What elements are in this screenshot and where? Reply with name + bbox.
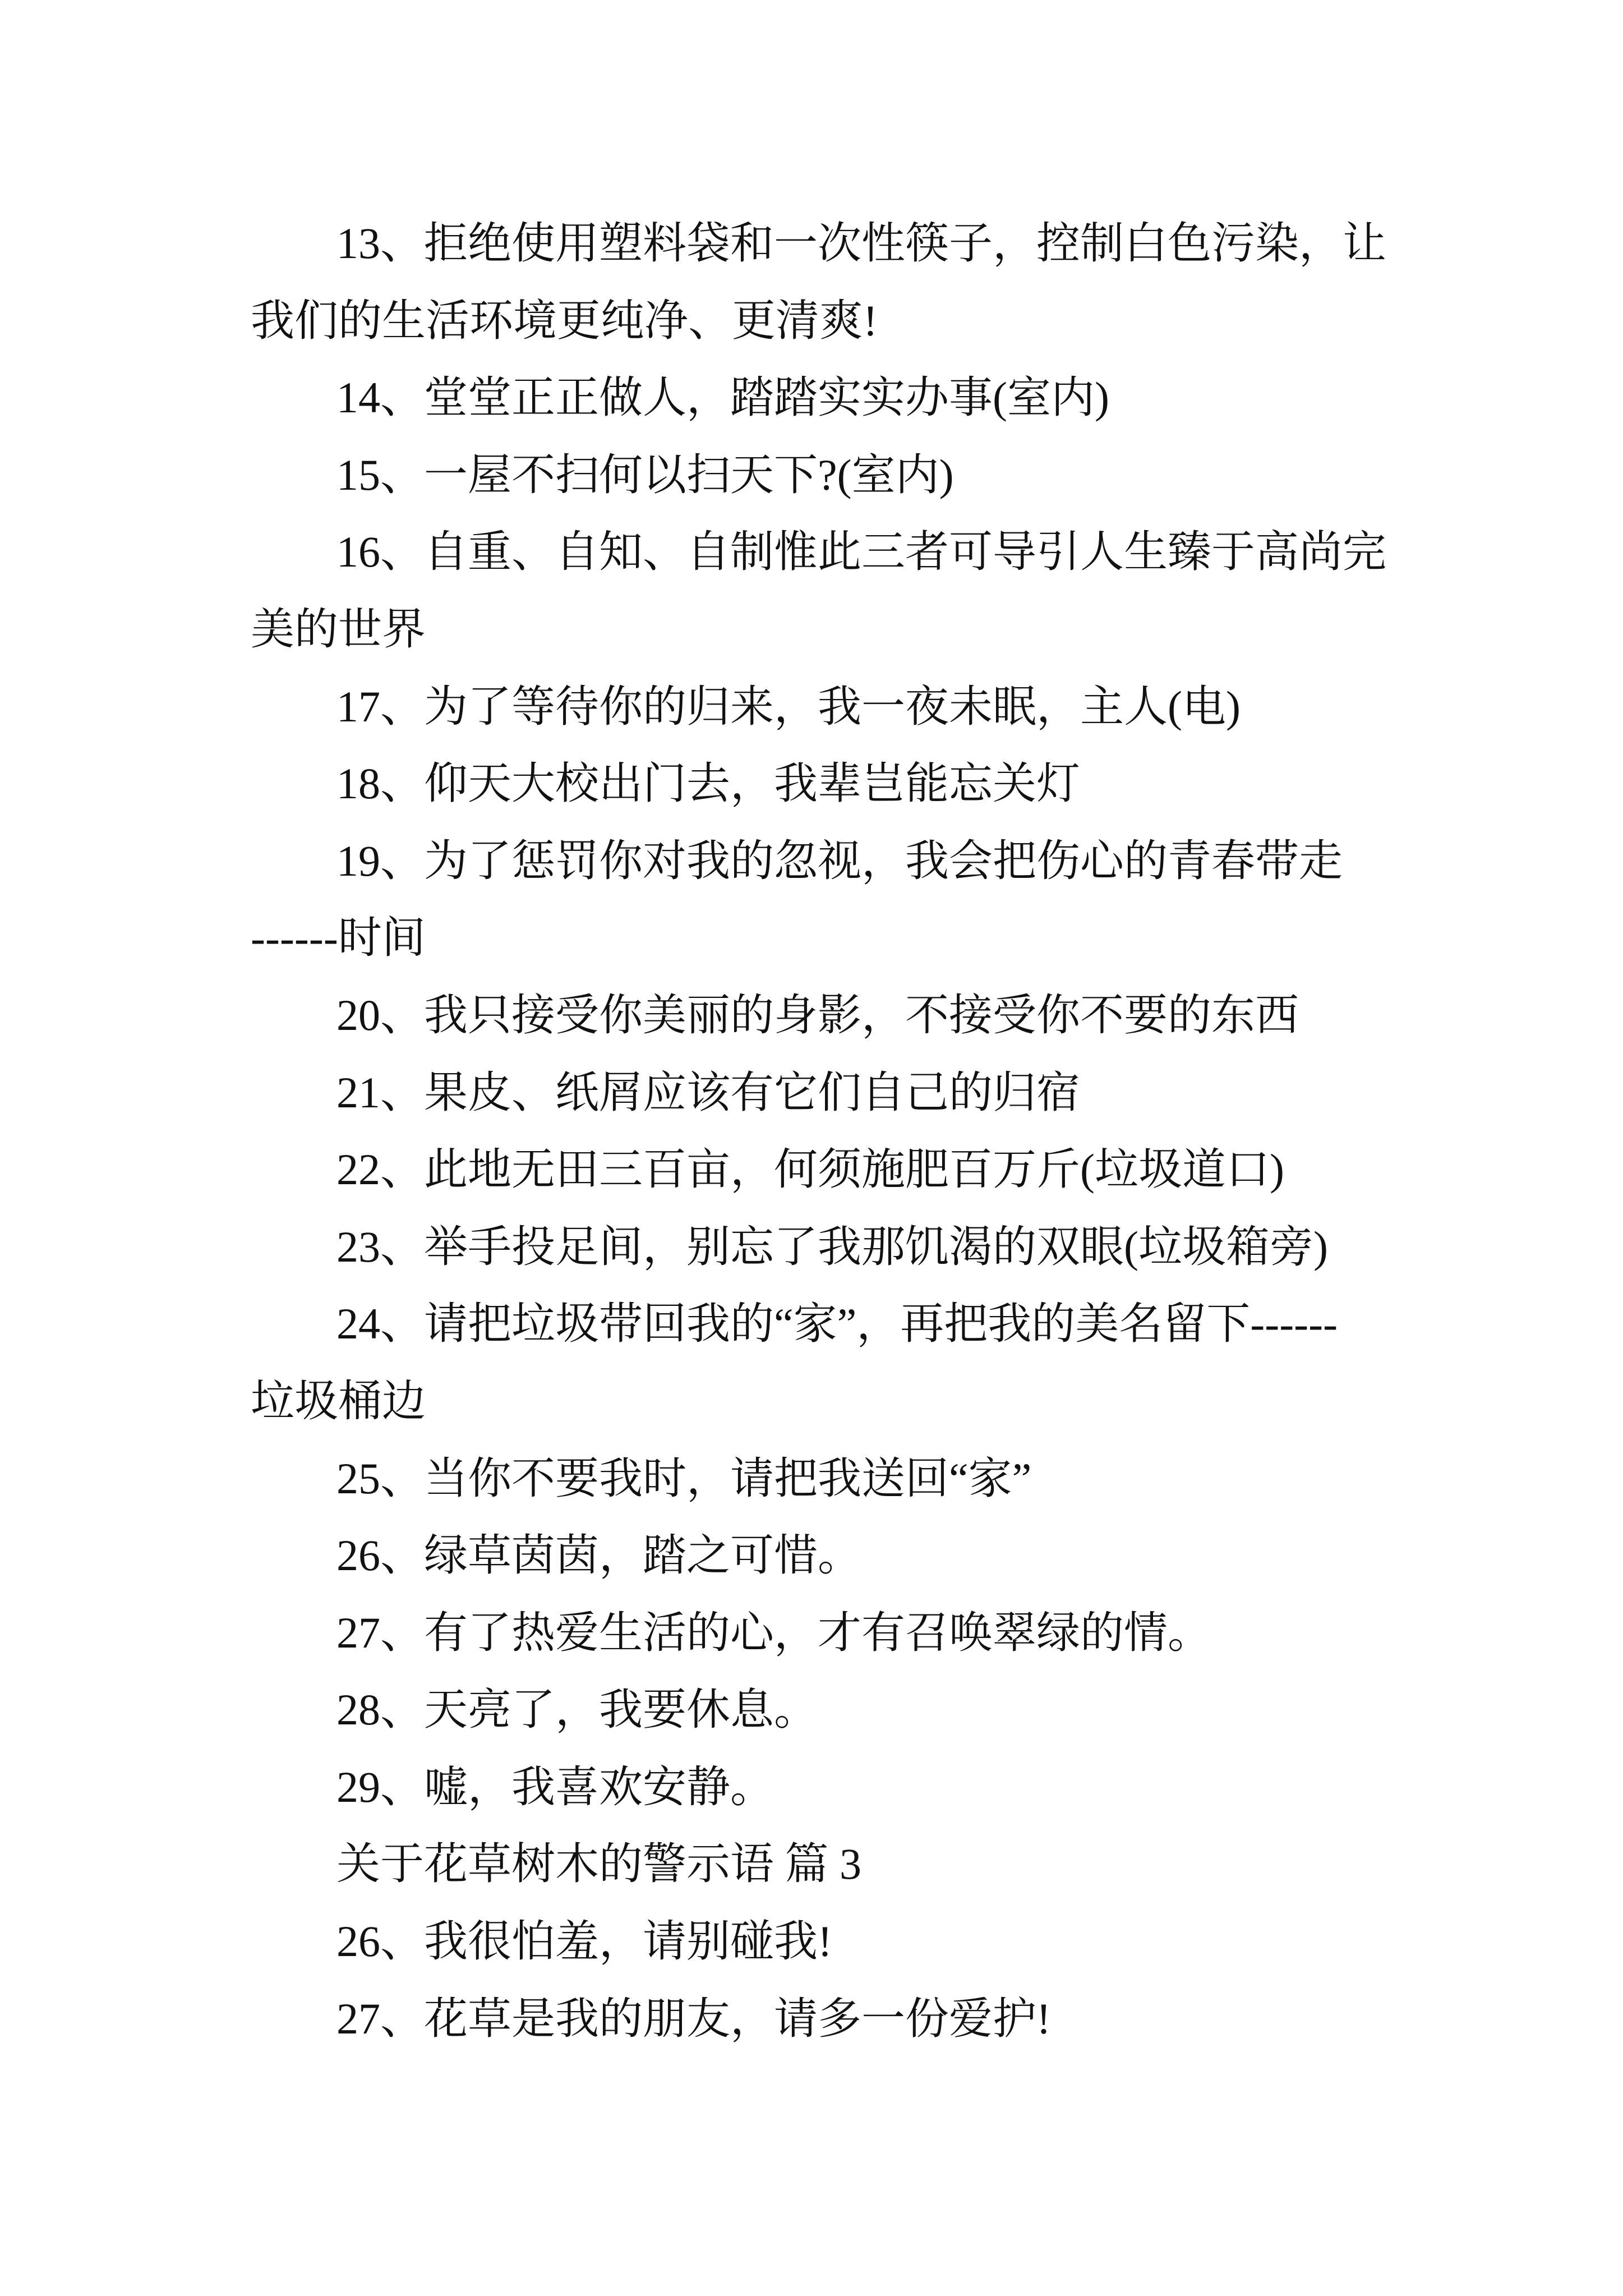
- paragraph-line: ------时间: [251, 913, 426, 963]
- section-heading: 关于花草树木的警示语 篇 3: [336, 1839, 862, 1889]
- list-item: [251, 513, 1428, 668]
- paragraph-line: 28、天亮了，我要休息。: [336, 1685, 818, 1734]
- list-item: [251, 436, 1428, 514]
- paragraph-line: 21、果皮、纸屑应该有它们自己的归宿: [336, 1068, 1081, 1117]
- paragraph-line: 19、为了惩罚你对我的忽视，我会把伤心的青春带走: [336, 836, 1343, 885]
- paragraph-line: 26、绿草茵茵，踏之可惜。: [336, 1531, 862, 1580]
- list-item: [251, 1440, 1428, 1517]
- paragraph-line: 24、请把垃圾带回我的“家”，再把我的美名留下------: [336, 1299, 1338, 1349]
- list-item: [251, 1517, 1428, 1594]
- list-item: [251, 1980, 1428, 2058]
- paragraph-line: 我们的生活环境更纯净、更清爽!: [251, 296, 878, 345]
- paragraph-line: 29、嘘，我喜欢安静。: [336, 1762, 774, 1811]
- paragraph-line: 15、一屋不扫何以扫天下?(室内): [336, 450, 954, 499]
- list-item: [251, 1208, 1428, 1286]
- paragraph-line: 20、我只接受你美丽的身影，不接受你不要的东西: [336, 990, 1299, 1039]
- list-item: [251, 1285, 1428, 1439]
- list-item: [251, 1131, 1428, 1208]
- paragraph-line: 25、当你不要我时，请把我送回“家”: [336, 1453, 1032, 1503]
- paragraph-line: 18、仰天大校出门去，我辈岂能忘关灯: [336, 759, 1081, 808]
- paragraph-line: 26、我很怕羞，请别碰我!: [336, 1917, 832, 1966]
- list-item: [251, 822, 1428, 977]
- paragraph-line: 22、此地无田三百亩，何须施肥百万斤(垃圾道口): [336, 1145, 1284, 1194]
- list-item: [251, 1054, 1428, 1131]
- list-item: [251, 1671, 1428, 1749]
- list-item: [251, 359, 1428, 436]
- paragraph-line: 14、堂堂正正做人，踏踏实实办事(室内): [336, 373, 1109, 422]
- list-item: [251, 977, 1428, 1054]
- paragraph-line: 17、为了等待你的归来，我一夜未眠，主人(电): [336, 682, 1241, 731]
- paragraph-line: 27、花草是我的朋友，请多一份爱护!: [336, 1994, 1051, 2043]
- list-item: [251, 205, 1428, 359]
- list-item: [251, 1594, 1428, 1672]
- paragraph-line: 垃圾桶边: [251, 1376, 426, 1425]
- list-item: [251, 745, 1428, 822]
- paragraph-line: 27、有了热爱生活的心，才有召唤翠绿的情。: [336, 1608, 1212, 1657]
- list-item: [251, 668, 1428, 746]
- paragraph-line: 16、自重、自知、自制惟此三者可导引人生臻于高尚完: [336, 527, 1387, 577]
- list-item: [251, 1749, 1428, 1826]
- document-body: [251, 205, 1428, 2057]
- paragraph-line: 13、拒绝使用塑料袋和一次性筷子，控制白色污染，让: [336, 219, 1387, 268]
- paragraph-line: 23、举手投足间，别忘了我那饥渴的双眼(垃圾箱旁): [336, 1222, 1328, 1271]
- list-item: [251, 1903, 1428, 1980]
- paragraph-line: 美的世界: [251, 604, 426, 654]
